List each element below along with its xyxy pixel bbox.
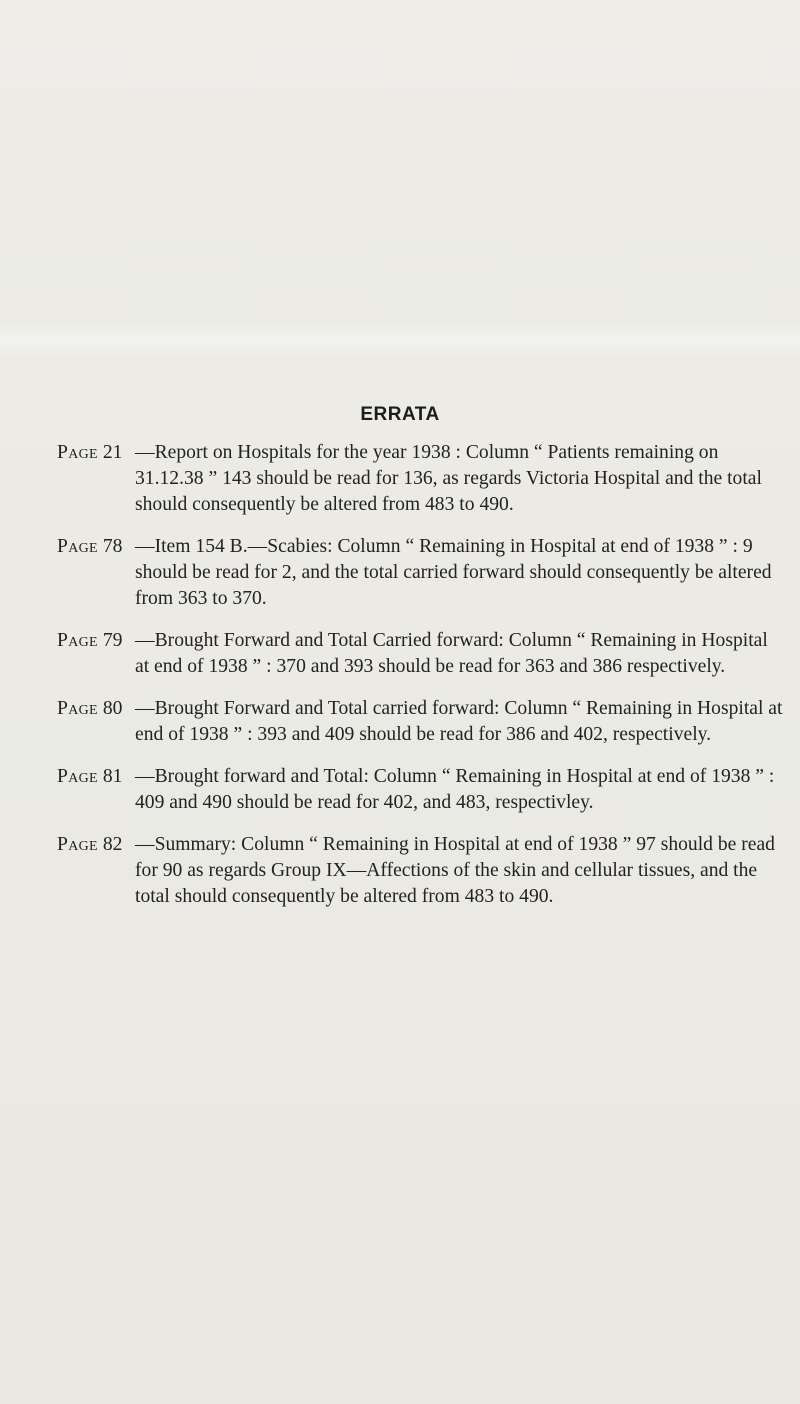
entry-body: Brought forward and Total: Column “ Remaining in Hospital at end of 1938 ” : 409 and 490 should be read for 402, and 483, respectivley. (135, 766, 775, 813)
page-label: Page (57, 766, 98, 787)
page-label: Page (57, 442, 98, 463)
entry-dash: — (135, 834, 155, 855)
page-label: Page (57, 834, 98, 855)
page-fold-shadow (0, 322, 800, 358)
entry-text (135, 764, 785, 816)
errata-list (57, 440, 785, 926)
page-number: 79 (102, 630, 123, 651)
entry-text (135, 534, 785, 612)
entry-text (135, 696, 785, 748)
entry-page-ref (57, 534, 122, 560)
page-label: Page (57, 630, 98, 651)
errata-entry (57, 764, 785, 816)
entry-body: Brought Forward and Total carried forward: Column “ Remaining in Hospital at end of 1938 ” : 393 and 409 should be read for 386 and 402, respectively. (135, 698, 783, 745)
page-label: Page (57, 536, 98, 557)
entry-dash: — (135, 442, 155, 463)
errata-entry (57, 534, 785, 612)
page-number: 81 (102, 766, 123, 787)
errata-entry (57, 832, 785, 910)
entry-page-ref (57, 832, 122, 858)
entry-body: Summary: Column “ Remaining in Hospital at end of 1938 ” 97 should be read for 90 as regards Group IX—Affections of the skin and cellular tissues, and the total should consequently be altered from 483 to 490. (135, 834, 775, 907)
page-number: 80 (102, 698, 123, 719)
page-label: Page (57, 698, 98, 719)
entry-page-ref (57, 628, 122, 654)
entry-body: Brought Forward and Total Carried forward: Column “ Remaining in Hospital at end of 1938 ” : 370 and 393 should be read for 363 and 386 respectively. (135, 630, 768, 677)
entry-dash: — (135, 766, 155, 787)
entry-dash: — (135, 536, 155, 557)
entry-text (135, 440, 785, 518)
errata-entry (57, 696, 785, 748)
entry-dash: — (135, 698, 155, 719)
entry-page-ref (57, 440, 122, 466)
errata-title: ERRATA (360, 404, 440, 425)
entry-dash: — (135, 630, 155, 651)
entry-body: Report on Hospitals for the year 1938 : Column “ Patients remaining on 31.12.38 ” 143 should be read for 136, as regards Victoria Hospital and the total should consequently be altered from 483 to 490. (135, 442, 762, 515)
page-number: 78 (102, 536, 123, 557)
errata-entry (57, 628, 785, 680)
page-number: 21 (102, 442, 123, 463)
errata-entry (57, 440, 785, 518)
entry-text (135, 832, 785, 910)
entry-page-ref (57, 696, 122, 722)
page-number: 82 (102, 834, 123, 855)
entry-body: Item 154 B.—Scabies: Column “ Remaining in Hospital at end of 1938 ” : 9 should be read for 2, and the total carried forward should consequently be altered from 363 to 370. (135, 536, 772, 609)
entry-page-ref (57, 764, 122, 790)
entry-text (135, 628, 785, 680)
